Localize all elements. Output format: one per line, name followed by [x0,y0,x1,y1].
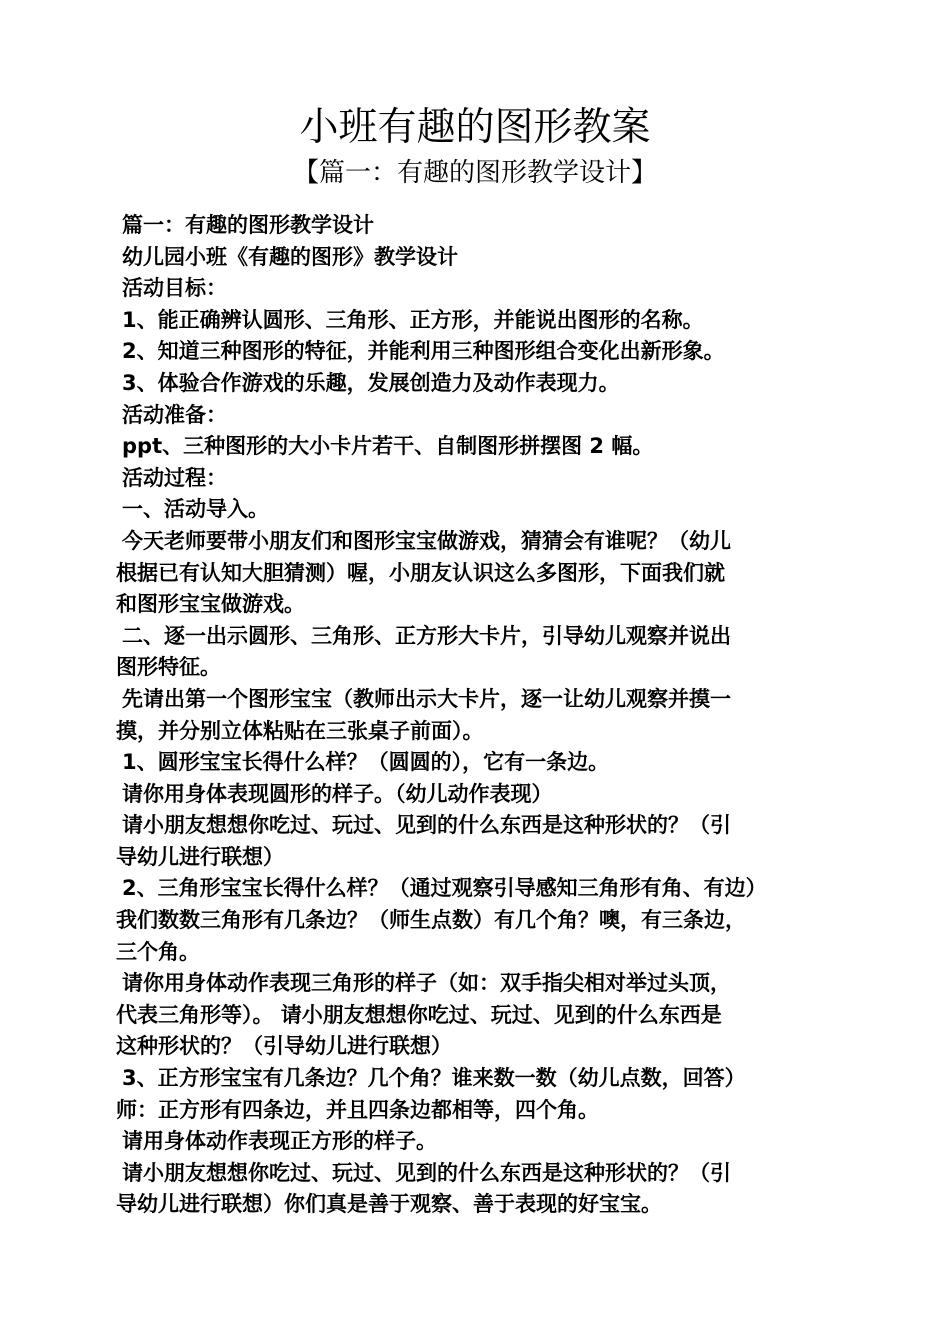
text-line: 一、活动导入。 [122,497,269,522]
text-line: 活动目标： [122,276,227,301]
text-line: 和图形宝宝做游戏。 [116,592,305,617]
text-line: 活动过程： [122,465,227,490]
text-line: 我们数数三角形有几条边？（师生点数）有几个角？噢，有三条边， [116,908,746,933]
text-line: 摸，并分别立体粘贴在三张桌子前面）。 [116,718,484,743]
text-line: 导幼儿进行联想）你们真是善于观察、善于表现的好宝宝。 [116,1192,662,1217]
document-subtitle: 【篇一：有趣的图形教学设计】 [292,158,657,188]
text-line: 3、正方形宝宝有几条边？几个角？谁来数一数（幼儿点数，回答） [122,1066,746,1091]
document-body [116,210,866,1221]
text-line: 3、体验合作游戏的乐趣，发展创造力及动作表现力。 [122,370,620,395]
text-line: 活动准备： [122,402,227,427]
text-line: 导幼儿进行联想） [116,844,284,869]
text-line: ppt、三种图形的大小卡片若干、自制图形拼摆图 2 幅。 [122,434,654,459]
text-line: 2、知道三种图形的特征，并能利用三种图形组合变化出新形象。 [122,339,725,364]
text-line: 三个角。 [116,939,200,964]
text-line: 请用身体动作表现正方形的样子。 [122,1129,437,1154]
text-line: 师：正方形有四条边，并且四条边都相等，四个角。 [116,1097,599,1122]
document-title: 小班有趣的图形教案 [299,105,651,150]
text-line: 请小朋友想想你吃过、玩过、见到的什么东西是这种形状的？（引 [122,813,731,838]
text-line: 图形特征。 [116,655,221,680]
text-line: 请你用身体动作表现三角形的样子（如：双手指尖相对举过头顶， [122,971,731,996]
text-line: 2、三角形宝宝长得什么样？（通过观察引导感知三角形有角、有边） [122,876,767,901]
text-line: 二、逐一出示圆形、三角形、正方形大卡片，引导幼儿观察并说出 [122,623,731,648]
text-line: 根据已有认知大胆猜测）喔，小朋友认识这么多图形，下面我们就 [116,560,725,585]
text-line: 请你用身体表现圆形的样子。（幼儿动作表现） [122,781,553,806]
text-line: 代表三角形等）。 请小朋友想想你吃过、玩过、见到的什么东西是 [116,1002,722,1027]
text-line: 请小朋友想想你吃过、玩过、见到的什么东西是这种形状的？（引 [122,1160,731,1185]
text-line: 这种形状的？（引导幼儿进行联想） [116,1034,452,1059]
text-line: 1、能正确辨认圆形、三角形、正方形，并能说出图形的名称。 [122,307,704,332]
text-line: 幼儿园小班《有趣的图形》教学设计 [122,244,458,269]
text-line: 1、圆形宝宝长得什么样？（圆圆的），它有一条边。 [122,750,610,775]
text-line: 篇一：有趣的图形教学设计 [122,213,374,237]
text-line: 今天老师要带小朋友们和图形宝宝做游戏，猜猜会有谁呢？（幼儿 [122,528,731,553]
text-line: 先请出第一个图形宝宝（教师出示大卡片，逐一让幼儿观察并摸一 [122,686,731,711]
